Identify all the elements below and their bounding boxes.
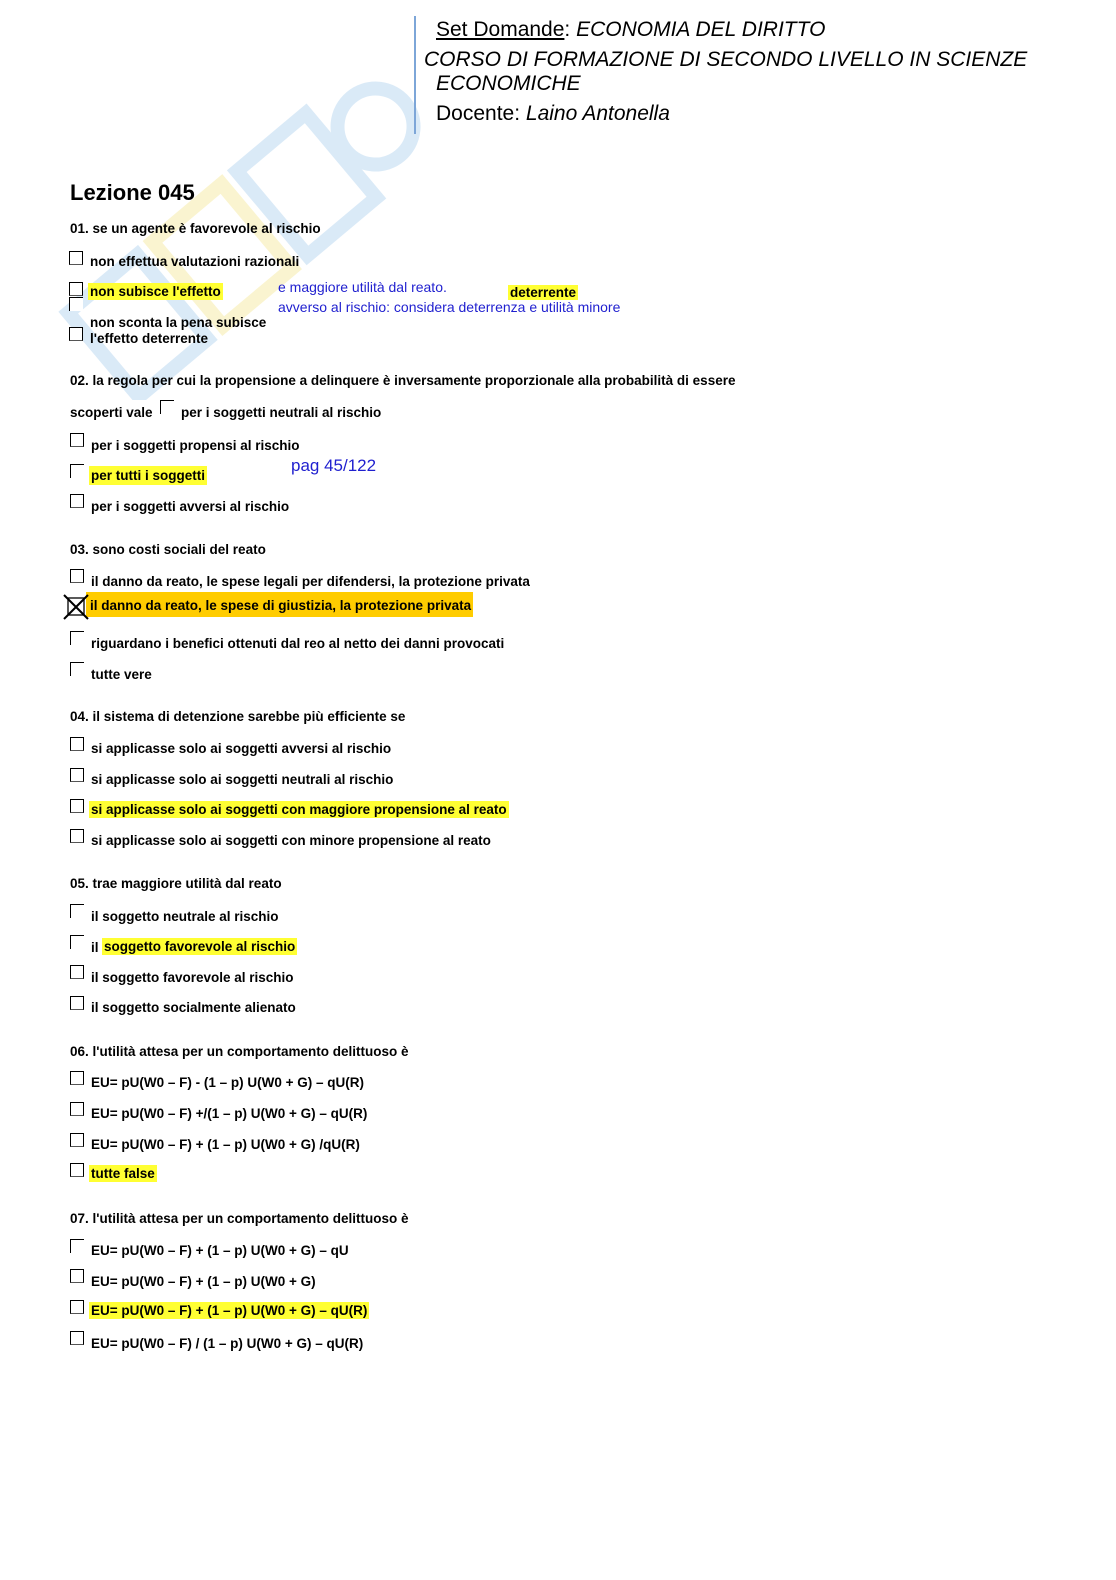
checkbox[interactable] (70, 935, 84, 949)
option-q7-d: EU= pU(W0 – F) / (1 – p) U(W0 + G) – qU(R) (91, 1336, 364, 1351)
set-value: ECONOMIA DEL DIRITTO (576, 18, 826, 41)
option-q4-c: si applicasse solo ai soggetti con maggiore propensione al reato (91, 802, 507, 817)
checkbox[interactable] (69, 327, 83, 341)
set-label: Set Domande (436, 18, 565, 41)
question-02-cont: scoperti vale (70, 405, 153, 420)
option-q1-c-line2: l'effetto deterrente (90, 331, 208, 346)
question-07: 07. l'utilità attesa per un comportamento delittuoso è (70, 1211, 409, 1226)
set-separator: : (564, 18, 577, 41)
option-q3-a: il danno da reato, le spese legali per difendersi, la protezione privata (91, 574, 530, 589)
checkbox[interactable] (70, 1331, 84, 1345)
option-q7-a: EU= pU(W0 – F) + (1 – p) U(W0 + G) – qU (91, 1243, 349, 1258)
checked-x-icon[interactable] (63, 594, 89, 620)
annotation-note-2: avverso al rischio: considera deterrenza e utilità minore (278, 299, 621, 315)
teacher-name: Laino Antonella (525, 102, 670, 125)
checkbox[interactable] (70, 904, 84, 918)
option-q4-d: si applicasse solo ai soggetti con minore propensione al reato (91, 833, 491, 848)
checkbox[interactable] (70, 1300, 84, 1314)
option-q6-c: EU= pU(W0 – F) + (1 – p) U(W0 + G) /qU(R) (91, 1137, 360, 1152)
teacher-line (436, 102, 670, 126)
option-q3-d: tutte vere (91, 667, 152, 682)
checkbox[interactable] (70, 1163, 84, 1177)
option-q1-c-line1: non sconta la pena subisce (90, 315, 267, 330)
checkbox[interactable] (69, 251, 83, 265)
option-q4-a: si applicasse solo ai soggetti avversi al rischio (91, 741, 392, 756)
option-q5-a: il soggetto neutrale al rischio (91, 909, 279, 924)
option-q2-b: per i soggetti propensi al rischio (91, 438, 300, 453)
checkbox[interactable] (70, 1071, 84, 1085)
question-06: 06. l'utilità attesa per un comportamento delittuoso è (70, 1044, 409, 1059)
checkbox[interactable] (70, 662, 84, 676)
option-q2-d: per i soggetti avversi al rischio (91, 499, 290, 514)
checkbox[interactable] (70, 768, 84, 782)
header-divider (414, 16, 416, 134)
option-q6-d: tutte false (91, 1166, 155, 1181)
course-line-1: CORSO DI FORMAZIONE DI SECONDO LIVELLO IN SCIENZE (424, 48, 1028, 71)
question-02: 02. la regola per cui la propensione a delinquere è inversamente proporzionale alla probabilità di essere (70, 373, 736, 388)
question-01: 01. se un agente è favorevole al rischio (70, 221, 321, 236)
option-q2-a: per i soggetti neutrali al rischio (181, 405, 382, 420)
lesson-title: Lezione 045 (70, 180, 195, 205)
option-q5-c: il soggetto favorevole al rischio (91, 970, 294, 985)
checkbox[interactable] (69, 297, 83, 311)
checkbox[interactable] (70, 464, 84, 478)
page-number: pag 45/122 (291, 456, 377, 475)
checkbox[interactable] (70, 631, 84, 645)
checkbox[interactable] (70, 569, 84, 583)
option-q6-b: EU= pU(W0 – F) +/(1 – p) U(W0 + G) – qU(R) (91, 1106, 368, 1121)
option-q3-c: riguardano i benefici ottenuti dal reo al netto dei danni provocati (91, 636, 505, 651)
option-q1-a: non effettua valutazioni razionali (90, 254, 300, 269)
option-q3-b: il danno da reato, le spese di giustizia, la protezione privata (86, 592, 473, 617)
option-q5-b-prefix: il (91, 940, 99, 955)
option-q2-c: per tutti i soggetti (91, 468, 205, 483)
option-q6-a: EU= pU(W0 – F) - (1 – p) U(W0 + G) – qU(R) (91, 1075, 365, 1090)
option-q5-d: il soggetto socialmente alienato (91, 1000, 296, 1015)
checkbox[interactable] (70, 799, 84, 813)
checkbox[interactable] (70, 1239, 84, 1253)
checkbox[interactable] (70, 996, 84, 1010)
annotation-note-1: e maggiore utilità dal reato. (278, 279, 447, 295)
question-04: 04. il sistema di detenzione sarebbe più efficiente se (70, 709, 406, 724)
question-03: 03. sono costi sociali del reato (70, 542, 266, 557)
checkbox[interactable] (160, 400, 174, 414)
option-q4-b: si applicasse solo ai soggetti neutrali al rischio (91, 772, 394, 787)
annotation-highlight: deterrente (510, 285, 577, 300)
checkbox[interactable] (70, 1133, 84, 1147)
checkbox[interactable] (70, 1102, 84, 1116)
teacher-label: Docente: (436, 102, 526, 125)
checkbox[interactable] (70, 494, 84, 508)
checkbox[interactable] (70, 1269, 84, 1283)
checkbox[interactable] (69, 282, 83, 296)
course-line-2: ECONOMICHE (436, 72, 581, 95)
option-q5-b: soggetto favorevole al rischio (104, 939, 296, 954)
checkbox[interactable] (70, 737, 84, 751)
checkbox[interactable] (70, 433, 84, 447)
checkbox[interactable] (70, 965, 84, 979)
checkbox[interactable] (70, 829, 84, 843)
set-line (436, 18, 825, 42)
option-q7-b: EU= pU(W0 – F) + (1 – p) U(W0 + G) (91, 1274, 316, 1289)
option-q1-b: non subisce l'effetto (90, 284, 221, 299)
option-q7-c: EU= pU(W0 – F) + (1 – p) U(W0 + G) – qU(R) (91, 1303, 368, 1318)
question-05: 05. trae maggiore utilità dal reato (70, 876, 282, 891)
